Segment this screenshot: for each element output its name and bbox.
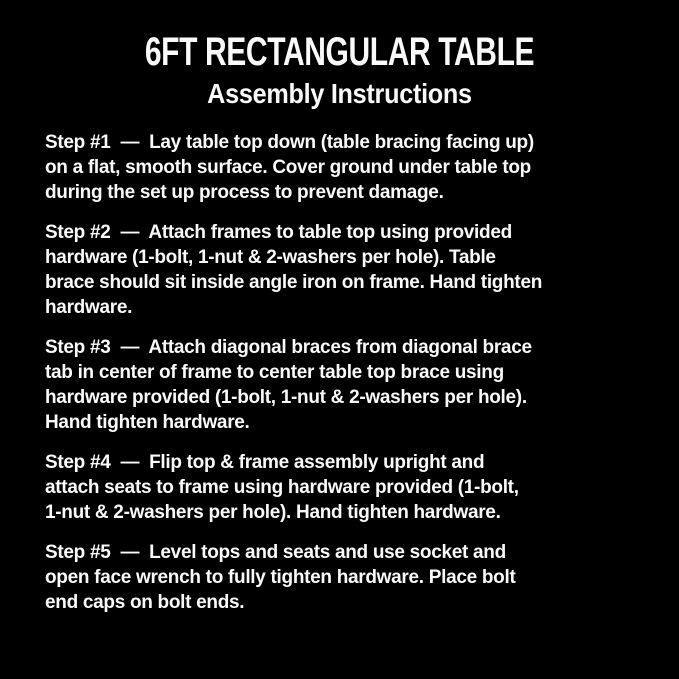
step-1-line-3: during the set up process to prevent damage. xyxy=(45,182,444,203)
step-5-line-1: Step #5 — Level tops and seats and use socket and xyxy=(45,542,506,563)
step-1-paragraph xyxy=(45,130,649,205)
step-2-paragraph xyxy=(45,220,649,320)
header xyxy=(0,0,679,109)
step-1-line-2: on a flat, smooth surface. Cover ground under table top xyxy=(45,157,531,178)
step-4-line-2: attach seats to frame using hardware provided (1-bolt, xyxy=(45,477,519,498)
step-1-line-1: Step #1 — Lay table top down (table bracing facing up) xyxy=(45,132,534,153)
step-3-line-4: Hand tighten hardware. xyxy=(45,412,250,433)
step-5-paragraph xyxy=(45,540,649,615)
step-3-paragraph xyxy=(45,335,649,435)
step-3-line-3: hardware provided (1-bolt, 1-nut & 2-washers per hole). xyxy=(45,387,527,408)
step-4-line-3: 1-nut & 2-washers per hole). Hand tighten hardware. xyxy=(45,502,501,523)
step-2-line-2: hardware (1-bolt, 1-nut & 2-washers per hole). Table xyxy=(45,247,496,268)
page-title: 6FT RECTANGULAR TABLE xyxy=(144,30,535,74)
step-2-line-3: brace should sit inside angle iron on frame. Hand tighten xyxy=(45,272,543,293)
steps-list xyxy=(0,130,679,615)
step-4-paragraph xyxy=(45,450,649,525)
step-3-line-2: tab in center of frame to center table top brace using xyxy=(45,362,504,383)
step-3-line-1: Step #3 — Attach diagonal braces from diagonal brace xyxy=(45,337,532,358)
step-5-line-2: open face wrench to fully tighten hardware. Place bolt xyxy=(45,567,516,588)
step-2-line-1: Step #2 — Attach frames to table top using provided xyxy=(45,222,512,243)
step-4-line-1: Step #4 — Flip top & frame assembly upright and xyxy=(45,452,485,473)
step-5-line-3: end caps on bolt ends. xyxy=(45,592,245,613)
step-2-line-4: hardware. xyxy=(45,297,133,318)
page-subtitle: Assembly Instructions xyxy=(207,78,472,109)
